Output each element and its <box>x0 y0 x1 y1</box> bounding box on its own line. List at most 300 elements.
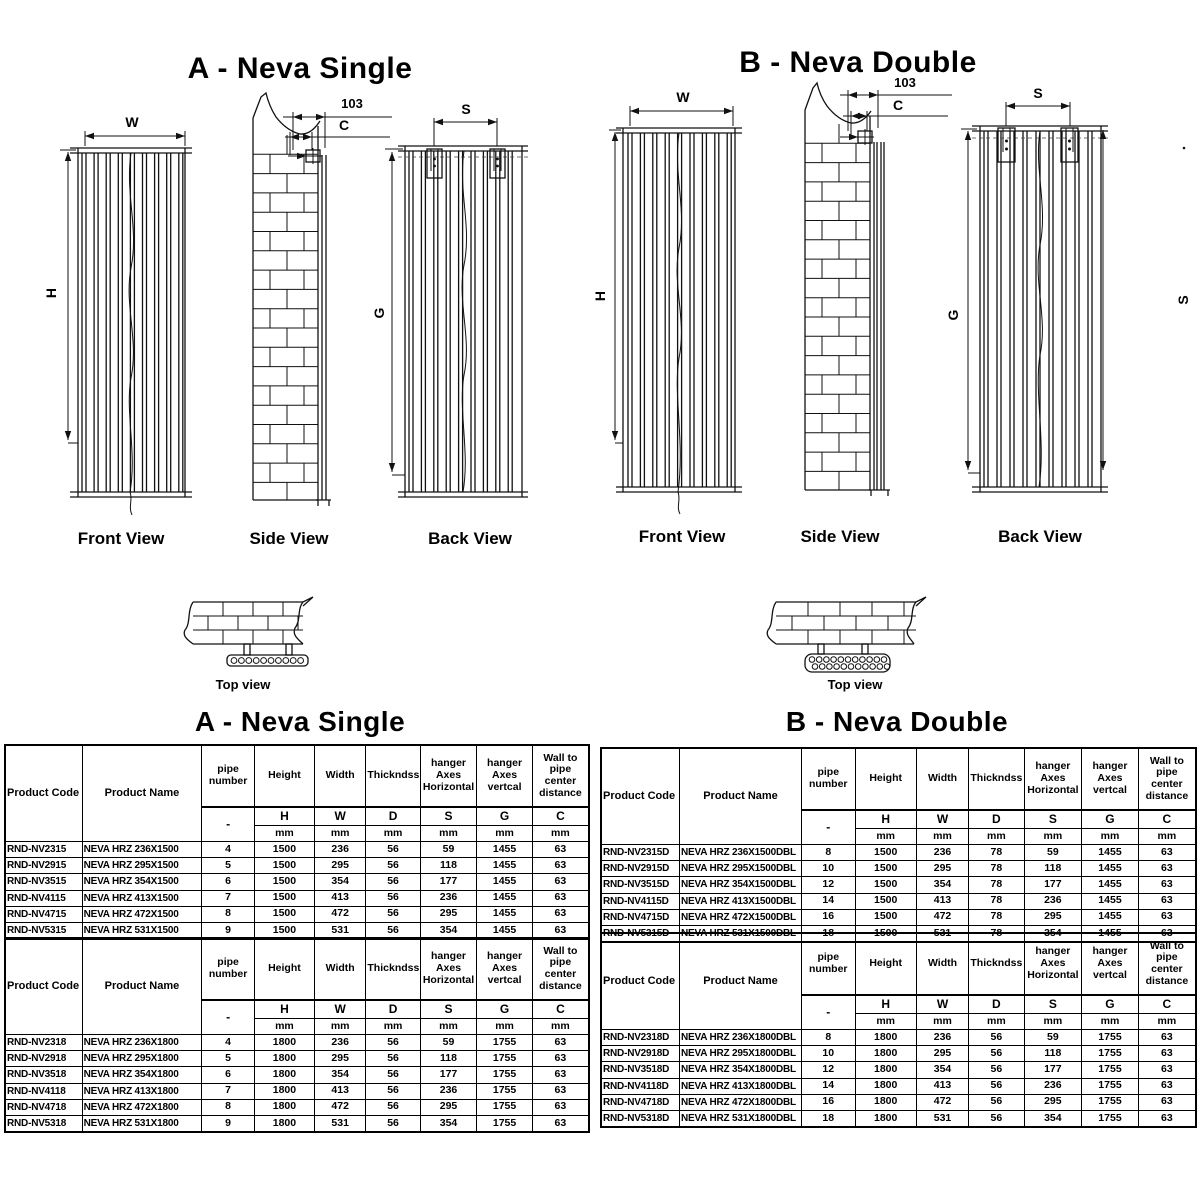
subheader-h: H <box>855 995 916 1014</box>
col-header-height: Height <box>855 933 916 995</box>
product-code-cell: RND-NV5318D <box>601 1110 680 1127</box>
data-cell: 1755 <box>477 1099 532 1115</box>
col-header-wall-distance: Wall to pipe center distance <box>1138 933 1196 995</box>
col-header-product-name: Product Name <box>680 748 802 845</box>
data-cell: 118 <box>1024 1046 1082 1062</box>
data-cell: 8 <box>802 845 856 861</box>
single-1500-table-wrap <box>4 744 590 940</box>
data-cell: 1755 <box>1082 1078 1139 1094</box>
data-cell: 1500 <box>855 845 916 861</box>
data-cell: 1500 <box>254 922 314 939</box>
double-side-view <box>805 75 952 496</box>
product-code-cell: RND-NV2315 <box>5 842 82 858</box>
data-cell: 531 <box>315 1115 366 1132</box>
data-cell: 8 <box>202 906 255 922</box>
col-header-hanger-vertical: hanger Axes vertcal <box>477 938 532 1000</box>
dim-label-h: H <box>43 287 59 299</box>
subheader-w: W <box>315 1000 366 1019</box>
data-cell: 1500 <box>254 890 314 906</box>
data-cell: 56 <box>366 906 420 922</box>
product-code-cell: RND-NV2318 <box>5 1035 82 1051</box>
data-cell: 7 <box>202 890 255 906</box>
caption-top-view: Top view <box>827 677 883 692</box>
subheader-g: G <box>477 807 532 826</box>
data-cell: 1455 <box>1082 909 1139 925</box>
data-cell: 118 <box>1024 861 1082 877</box>
data-cell: 6 <box>202 1067 255 1083</box>
subheader-d: D <box>366 807 420 826</box>
data-cell: 531 <box>315 922 366 939</box>
table-row <box>5 1067 589 1083</box>
caption-back-view: Back View <box>998 527 1082 546</box>
product-code-cell: RND-NV4715 <box>5 906 82 922</box>
data-cell: 1800 <box>254 1051 314 1067</box>
data-cell: 63 <box>1138 1030 1196 1046</box>
col-header-product-code: Product Code <box>601 748 680 845</box>
data-cell: 531 <box>916 1110 968 1127</box>
data-cell: 78 <box>969 877 1024 893</box>
data-cell: 56 <box>366 1035 420 1051</box>
subheader-w: W <box>916 995 968 1014</box>
product-name-cell: NEVA HRZ 354X1500 <box>82 874 202 890</box>
data-cell: 1455 <box>1082 925 1139 942</box>
data-cell: 354 <box>1024 1110 1082 1127</box>
unit-cell: mm <box>855 1014 916 1030</box>
subheader-h: H <box>254 1000 314 1019</box>
data-cell: 295 <box>420 1099 477 1115</box>
table-row <box>601 1094 1196 1110</box>
data-cell: 413 <box>315 1083 366 1099</box>
data-cell: 1755 <box>1082 1046 1139 1062</box>
side-wall-bricks <box>805 124 870 490</box>
data-cell: 56 <box>366 922 420 939</box>
product-code-cell: RND-NV5315D <box>601 925 680 942</box>
col-header-hanger-vertical: hanger Axes vertcal <box>477 745 532 807</box>
subheader-g: G <box>1082 995 1139 1014</box>
data-cell: 1500 <box>855 909 916 925</box>
data-cell: 1455 <box>1082 893 1139 909</box>
subheader-c: C <box>1138 810 1196 829</box>
data-cell: 56 <box>366 842 420 858</box>
col-header-hanger-horizontal: hanger Axes Horizontal <box>420 745 477 807</box>
data-cell: 9 <box>202 922 255 939</box>
data-cell: 1500 <box>855 893 916 909</box>
col-header-thickness: Thickndss <box>366 745 420 807</box>
data-cell: 118 <box>420 1051 477 1067</box>
data-cell: 63 <box>532 890 589 906</box>
edge-dim-label-s: S <box>1175 295 1191 305</box>
data-cell: 16 <box>802 909 856 925</box>
data-cell: 1455 <box>1082 877 1139 893</box>
caption-side-view: Side View <box>800 527 880 546</box>
single-side-view <box>253 93 392 506</box>
data-cell: 236 <box>420 890 477 906</box>
single-1500-table <box>4 744 590 940</box>
subheader-c: C <box>532 807 589 826</box>
caption-top-view: Top view <box>215 677 271 692</box>
data-cell: 177 <box>1024 877 1082 893</box>
data-cell: 78 <box>969 893 1024 909</box>
col-header-pipe-number: pipe number <box>802 933 856 995</box>
data-cell: 63 <box>1138 1078 1196 1094</box>
product-name-cell: NEVA HRZ 354X1800DBL <box>680 1062 802 1078</box>
product-name-cell: NEVA HRZ 531X1800 <box>82 1115 202 1132</box>
data-cell: 63 <box>532 922 589 939</box>
product-code-cell: RND-NV4718D <box>601 1094 680 1110</box>
subheader-s: S <box>1024 995 1082 1014</box>
unit-cell: mm <box>1138 829 1196 845</box>
front-break-line <box>129 153 133 515</box>
data-cell: 1500 <box>254 906 314 922</box>
subheader-h: H <box>254 807 314 826</box>
product-code-cell: RND-NV3515D <box>601 877 680 893</box>
table-row <box>5 1051 589 1067</box>
dim-label-g: G <box>371 307 387 319</box>
data-cell: 63 <box>532 1051 589 1067</box>
col-header-hanger-vertical: hanger Axes vertcal <box>1082 933 1139 995</box>
subheader-w: W <box>315 807 366 826</box>
col-header-product-code: Product Code <box>5 938 82 1035</box>
subheader-s: S <box>1024 810 1082 829</box>
data-cell: 177 <box>420 874 477 890</box>
data-cell: 63 <box>1138 845 1196 861</box>
data-cell: 413 <box>916 893 968 909</box>
caption-front-view: Front View <box>638 527 726 546</box>
product-name-cell: NEVA HRZ 413X1800DBL <box>680 1078 802 1094</box>
data-cell: 63 <box>532 874 589 890</box>
data-cell: 295 <box>420 906 477 922</box>
table-row <box>5 874 589 890</box>
data-cell: 18 <box>802 1110 856 1127</box>
col-header-pipe-number: pipe number <box>202 938 255 1000</box>
table-row <box>601 1062 1196 1078</box>
col-header-hanger-horizontal: hanger Axes Horizontal <box>1024 933 1082 995</box>
product-code-cell: RND-NV5315 <box>5 922 82 939</box>
unit-cell: mm <box>1082 829 1139 845</box>
data-cell: 1455 <box>477 922 532 939</box>
data-cell: 472 <box>916 1094 968 1110</box>
product-name-cell: NEVA HRZ 531X1800DBL <box>680 1110 802 1127</box>
back-pipes <box>409 151 512 492</box>
data-cell: 413 <box>315 890 366 906</box>
table-row <box>601 877 1196 893</box>
col-header-thickness: Thickndss <box>969 933 1024 995</box>
unit-cell: mm <box>477 1019 532 1035</box>
table-row <box>5 1115 589 1132</box>
table-row <box>601 1046 1196 1062</box>
product-code-cell: RND-NV3518D <box>601 1062 680 1078</box>
data-cell: 59 <box>420 842 477 858</box>
data-cell: 354 <box>916 877 968 893</box>
data-cell: 354 <box>420 1115 477 1132</box>
unit-cell: mm <box>1024 1014 1082 1030</box>
data-cell: 1800 <box>254 1035 314 1051</box>
data-cell: 295 <box>315 1051 366 1067</box>
data-cell: 56 <box>969 1110 1024 1127</box>
data-cell: 1455 <box>477 858 532 874</box>
unit-cell: mm <box>1024 829 1082 845</box>
data-cell: 1455 <box>477 842 532 858</box>
data-cell: 236 <box>1024 893 1082 909</box>
product-code-cell: RND-NV2918 <box>5 1051 82 1067</box>
data-cell: 63 <box>1138 1110 1196 1127</box>
top-wall-bricks <box>193 602 303 644</box>
col-header-height: Height <box>254 745 314 807</box>
subheader-c: C <box>532 1000 589 1019</box>
data-cell: 1755 <box>477 1051 532 1067</box>
data-cell: 1455 <box>477 906 532 922</box>
product-name-cell: NEVA HRZ 472X1500DBL <box>680 909 802 925</box>
data-cell: 295 <box>1024 909 1082 925</box>
data-cell: 63 <box>532 842 589 858</box>
front-pipes <box>82 153 183 492</box>
single-back-view <box>371 101 528 497</box>
col-header-width: Width <box>315 938 366 1000</box>
data-cell: 531 <box>916 925 968 942</box>
data-cell: 354 <box>1024 925 1082 942</box>
product-name-cell: NEVA HRZ 295X1800DBL <box>680 1046 802 1062</box>
unit-cell: mm <box>916 1014 968 1030</box>
data-cell: 8 <box>802 1030 856 1046</box>
product-code-cell: RND-NV3515 <box>5 874 82 890</box>
double-front-view <box>592 89 742 514</box>
data-cell: 1455 <box>1082 861 1139 877</box>
unit-cell: mm <box>1082 1014 1139 1030</box>
data-cell: 1455 <box>477 874 532 890</box>
data-cell: 56 <box>969 1062 1024 1078</box>
unit-cell: mm <box>254 1019 314 1035</box>
table-b-title: B - Neva Double <box>785 706 1009 737</box>
data-cell: 472 <box>315 906 366 922</box>
data-cell: 1500 <box>855 925 916 942</box>
dim-label-103: 103 <box>894 75 916 90</box>
subheader-s: S <box>420 1000 477 1019</box>
data-cell: 14 <box>802 893 856 909</box>
data-cell: 63 <box>532 1035 589 1051</box>
product-code-cell: RND-NV2918D <box>601 1046 680 1062</box>
data-cell: 63 <box>532 1115 589 1132</box>
subheader-s: S <box>420 807 477 826</box>
table-row <box>5 1083 589 1099</box>
unit-cell: mm <box>315 826 366 842</box>
data-cell: 413 <box>916 1078 968 1094</box>
col-header-wall-distance: Wall to pipe center distance <box>532 938 589 1000</box>
data-cell: 78 <box>969 845 1024 861</box>
table-row <box>601 1110 1196 1127</box>
data-cell: 1800 <box>254 1067 314 1083</box>
table-row <box>5 858 589 874</box>
data-cell: 354 <box>315 1067 366 1083</box>
data-cell: 1800 <box>855 1046 916 1062</box>
data-cell: 56 <box>366 1051 420 1067</box>
col-header-thickness: Thickndss <box>366 938 420 1000</box>
data-cell: 63 <box>532 1099 589 1115</box>
data-cell: 177 <box>420 1067 477 1083</box>
data-cell: 1800 <box>855 1062 916 1078</box>
data-cell: 56 <box>366 1099 420 1115</box>
back-hanger-bracket <box>490 149 505 178</box>
single-1800-table-wrap <box>4 937 590 1133</box>
product-code-cell: RND-NV4118 <box>5 1083 82 1099</box>
product-name-cell: NEVA HRZ 413X1500DBL <box>680 893 802 909</box>
data-cell: 1500 <box>855 861 916 877</box>
product-name-cell: NEVA HRZ 236X1800DBL <box>680 1030 802 1046</box>
data-cell: 78 <box>969 925 1024 942</box>
data-cell: 1755 <box>1082 1062 1139 1078</box>
data-cell: 63 <box>1138 1046 1196 1062</box>
table-row <box>5 842 589 858</box>
data-cell: 6 <box>202 874 255 890</box>
data-cell: 118 <box>420 858 477 874</box>
unit-cell: mm <box>916 829 968 845</box>
data-cell: 295 <box>1024 1094 1082 1110</box>
data-cell: 1755 <box>1082 1030 1139 1046</box>
col-header-product-name: Product Name <box>82 745 202 842</box>
data-cell: 1800 <box>254 1099 314 1115</box>
dim-label-s: S <box>1033 85 1043 101</box>
table-row <box>601 845 1196 861</box>
data-cell: 1500 <box>254 842 314 858</box>
data-cell: 63 <box>1138 909 1196 925</box>
data-cell: 5 <box>202 1051 255 1067</box>
product-name-cell: NEVA HRZ 413X1500 <box>82 890 202 906</box>
top-pipes-row <box>809 657 887 663</box>
data-cell: 1500 <box>254 874 314 890</box>
product-code-cell: RND-NV4118D <box>601 1078 680 1094</box>
product-code-cell: RND-NV2315D <box>601 845 680 861</box>
data-cell: 59 <box>1024 1030 1082 1046</box>
product-code-cell: RND-NV5318 <box>5 1115 82 1132</box>
data-cell: 472 <box>916 909 968 925</box>
table-row <box>5 890 589 906</box>
product-code-cell: RND-NV2915 <box>5 858 82 874</box>
single-front-view <box>43 114 192 515</box>
data-cell: 63 <box>1138 1094 1196 1110</box>
subheader-d: D <box>969 810 1024 829</box>
unit-cell: mm <box>315 1019 366 1035</box>
data-cell: 78 <box>969 909 1024 925</box>
col-header-product-code: Product Code <box>5 745 82 842</box>
subheader-d: D <box>366 1000 420 1019</box>
col-header-height: Height <box>254 938 314 1000</box>
table-row <box>5 906 589 922</box>
double-1500-table <box>600 747 1197 943</box>
data-cell: 1455 <box>477 890 532 906</box>
unit-cell: mm <box>969 1014 1024 1030</box>
data-cell: 1800 <box>855 1094 916 1110</box>
subheader-g: G <box>477 1000 532 1019</box>
col-header-height: Height <box>855 748 916 810</box>
data-cell: 56 <box>969 1030 1024 1046</box>
drawing-a-title: A - Neva Single <box>187 52 413 85</box>
data-cell: 14 <box>802 1078 856 1094</box>
col-header-hanger-vertical: hanger Axes vertcal <box>1082 748 1139 810</box>
product-name-cell: NEVA HRZ 295X1800 <box>82 1051 202 1067</box>
dim-label-w: W <box>125 114 139 130</box>
data-cell: 1800 <box>855 1078 916 1094</box>
data-cell: 63 <box>1138 893 1196 909</box>
data-cell: 236 <box>315 842 366 858</box>
dim-label-g: G <box>945 309 961 321</box>
data-cell: 354 <box>420 922 477 939</box>
subheader-dash: - <box>802 995 856 1030</box>
product-name-cell: NEVA HRZ 236X1500DBL <box>680 845 802 861</box>
back-pipes <box>984 131 1092 487</box>
double-back-view <box>945 85 1191 492</box>
data-cell: 236 <box>916 1030 968 1046</box>
dim-label-s: S <box>461 101 471 117</box>
double-1800-table-wrap <box>600 932 1197 1128</box>
unit-cell: mm <box>366 826 420 842</box>
data-cell: 1755 <box>477 1115 532 1132</box>
product-name-cell: NEVA HRZ 354X1800 <box>82 1067 202 1083</box>
data-cell: 236 <box>1024 1078 1082 1094</box>
data-cell: 9 <box>202 1115 255 1132</box>
col-header-hanger-horizontal: hanger Axes Horizontal <box>1024 748 1082 810</box>
unit-cell: mm <box>1138 1014 1196 1030</box>
col-header-wall-distance: Wall to pipe center distance <box>1138 748 1196 810</box>
product-code-cell: RND-NV4115D <box>601 893 680 909</box>
data-cell: 56 <box>366 1115 420 1132</box>
data-cell: 295 <box>916 861 968 877</box>
subheader-dash: - <box>802 810 856 845</box>
single-top-view <box>184 597 313 666</box>
col-header-product-code: Product Code <box>601 933 680 1030</box>
caption-back-view: Back View <box>428 529 512 548</box>
double-1800-table <box>600 932 1197 1128</box>
unit-cell: mm <box>855 829 916 845</box>
subheader-dash: - <box>202 807 255 842</box>
product-name-cell: NEVA HRZ 236X1500 <box>82 842 202 858</box>
data-cell: 63 <box>1138 861 1196 877</box>
data-cell: 1755 <box>1082 1094 1139 1110</box>
table-row <box>601 893 1196 909</box>
unit-cell: mm <box>477 826 532 842</box>
data-cell: 56 <box>366 1083 420 1099</box>
data-cell: 1800 <box>855 1030 916 1046</box>
side-wall-bricks <box>253 135 318 500</box>
data-cell: 56 <box>969 1078 1024 1094</box>
data-cell: 12 <box>802 1062 856 1078</box>
data-cell: 1800 <box>254 1083 314 1099</box>
data-cell: 177 <box>1024 1062 1082 1078</box>
subheader-d: D <box>969 995 1024 1014</box>
product-code-cell: RND-NV2915D <box>601 861 680 877</box>
data-cell: 236 <box>420 1083 477 1099</box>
product-code-cell: RND-NV3518 <box>5 1067 82 1083</box>
unit-cell: mm <box>532 826 589 842</box>
double-top-view <box>767 597 926 672</box>
data-cell: 78 <box>969 861 1024 877</box>
data-cell: 5 <box>202 858 255 874</box>
double-1500-table-wrap <box>600 747 1197 943</box>
col-header-width: Width <box>315 745 366 807</box>
product-name-cell: NEVA HRZ 531X1500 <box>82 922 202 939</box>
unit-cell: mm <box>366 1019 420 1035</box>
product-code-cell: RND-NV4115 <box>5 890 82 906</box>
data-cell: 4 <box>202 842 255 858</box>
drawing-b-title: B - Neva Double <box>739 46 977 79</box>
col-header-product-name: Product Name <box>82 938 202 1035</box>
data-cell: 63 <box>532 906 589 922</box>
data-cell: 1755 <box>477 1083 532 1099</box>
data-cell: 59 <box>420 1035 477 1051</box>
data-cell: 295 <box>315 858 366 874</box>
table-row <box>5 1099 589 1115</box>
col-header-pipe-number: pipe number <box>802 748 856 810</box>
col-header-hanger-horizontal: hanger Axes Horizontal <box>420 938 477 1000</box>
data-cell: 56 <box>366 874 420 890</box>
